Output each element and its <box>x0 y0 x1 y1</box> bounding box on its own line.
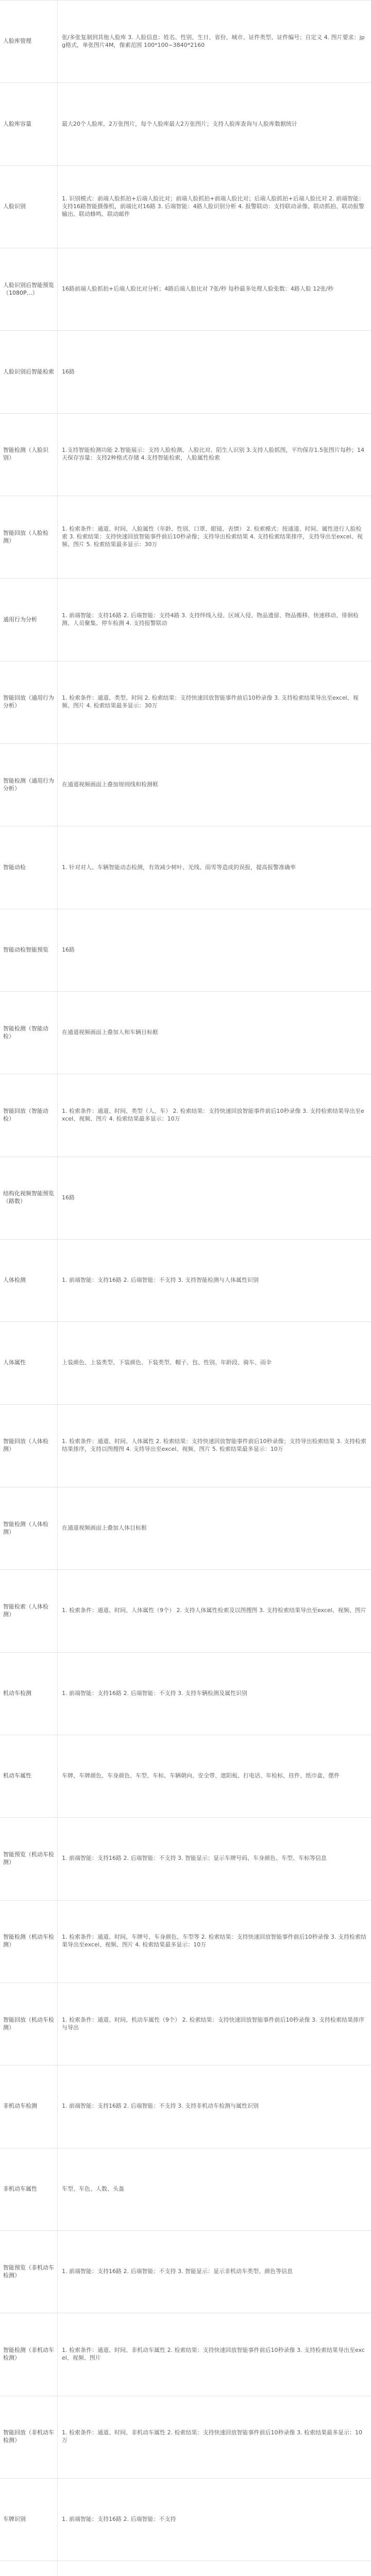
spec-value: 1. 检索条件：通道、时间、人体属性（9个） 2. 支持人体属性检索及以图搜图 3. 支持检索结果导出至excel、视频、图片 <box>62 1607 366 1614</box>
spec-label: 机动车检测 <box>0 1653 58 1735</box>
spec-row <box>0 1322 371 1404</box>
spec-row <box>0 83 371 165</box>
spec-row <box>0 2313 371 2396</box>
spec-value: 1. 前端智能：支持16路 2. 后端智能：不支持 3. 支持车辆检测及属性识别 <box>62 1689 247 1697</box>
spec-label <box>0 2561 58 2576</box>
spec-value: 16路前端人脸抓拍+后端人脸比对分析；4路后端人脸比对 7张/秒 每秒最多处理人脸张数：4路人脸 12张/秒 <box>62 285 334 293</box>
spec-label: 人脸库容量 <box>0 83 58 165</box>
spec-row <box>0 1487 371 1570</box>
spec-label: 通用行为分析 <box>0 579 58 660</box>
spec-row <box>0 1 371 83</box>
spec-row <box>0 662 371 744</box>
spec-label: 非机动车检测 <box>0 2065 58 2147</box>
spec-value: 16路 <box>62 1194 75 1201</box>
spec-value: 16路 <box>62 368 75 375</box>
spec-value: 上装颜色、上装类型、下装颜色、下装类型、帽子、包、性别、年龄段、骑车、雨伞 <box>62 1359 272 1366</box>
spec-row <box>0 166 371 248</box>
spec-row <box>0 414 371 496</box>
spec-row <box>0 992 371 1074</box>
spec-label: 车牌识别 <box>0 2479 58 2561</box>
spec-label: 人脸识别后智能检索 <box>0 331 58 413</box>
spec-row <box>0 1901 371 1983</box>
spec-value: 1. 检索条件：通道、时间、类型（人、车） 2. 检索结果：支持快速回放智能事件前后10秒录像 3. 支持检索结果导出至excel、视频、图片 4. 检索结果最多显示：10万 <box>62 1108 364 1122</box>
spec-label: 智能检索（人体检测） <box>0 1570 58 1652</box>
spec-row <box>0 1570 371 1652</box>
spec-label: 智能检测（机动车检测） <box>0 1901 58 1982</box>
spec-value: 1. 检索条件：通道、时间、非机动车属性 2. 检索结果：支持快速回放智能事件前后10秒录像 3. 检索结果最多显示：10万 <box>62 2429 362 2444</box>
spec-value <box>58 2561 371 2576</box>
spec-label: 智能回放（人脸检测） <box>0 496 58 578</box>
spec-value: 1. 前端智能：支持16路 2. 后端智能：不支持 3. 支持非机动车检测与属性识别 <box>62 2103 259 2110</box>
spec-label: 智能检测（人脸识别） <box>0 414 58 496</box>
spec-value: 16路 <box>62 946 75 953</box>
spec-label: 人体属性 <box>0 1322 58 1404</box>
spec-label: 人体检测 <box>0 1240 58 1321</box>
spec-label: 智能检测（人体检测） <box>0 1487 58 1569</box>
spec-label: 智能动检 <box>0 826 58 908</box>
spec-value: 1. 检索条件：通道、时间、车牌号、车身颜色、车型等 2. 检索结果：支持快速回放智能事件前后10秒录像 3. 支持检索结果导出至excel、视频、图片 4. 检索结果最多显示：10万 <box>62 1934 366 1948</box>
spec-row <box>0 2148 371 2231</box>
spec-value: 1.支持智能检测功能 2.智能展示：支持人脸检测、人脸比对、陌生人识别 3.支持人脸抓图，平均保存1.5张图片每秒；14天保存容量：支持2种格式存储 4.支持智能检索，人脸属性检索 <box>62 447 364 462</box>
spec-value: 1. 前端智能：支持16路 2. 后端智能：不支持 3. 智能显示：显示非机动车类型、颜色等信息 <box>62 2268 293 2275</box>
spec-label: 智能回放（通用行为分析） <box>0 662 58 743</box>
spec-value: 张/多张复制到其他人脸库 3. 人脸信息：姓名、性别、生日、省份、城市、证件类型、证件编号；自定义 4. 图片要求：jpg格式，单张图片4M，像素范围 100*100~3840*2160 <box>62 33 365 48</box>
spec-value: 1. 前端智能：支持16路 2. 后端智能：不支持 <box>62 2516 176 2523</box>
spec-row <box>0 744 371 826</box>
spec-row <box>0 1405 371 1487</box>
spec-value: 在通道视频画面上叠加人和车辆目标框 <box>62 1029 158 1036</box>
spec-label: 人脸识别后智能预览（1080P…） <box>0 248 58 330</box>
spec-label: 机动车属性 <box>0 1735 58 1817</box>
spec-value: 在通道视频画面上叠加规则线和检测框 <box>62 781 158 788</box>
spec-value: 1. 前端智能：支持16路 2. 后端智能：不支持 3. 支持智能检测与人体属性识别 <box>62 1277 259 1284</box>
spec-row <box>0 579 371 661</box>
spec-value: 车牌、车牌颜色、车身颜色、车型、车标、车辆朝向、安全带、遮阳板、打电话、年检标、挂件、纸巾盒、摆件 <box>62 1772 340 1780</box>
spec-value: 1. 识别模式：前端人脸抓拍+后端人脸比对；前端人脸抓拍+前端人脸比对；后端人脸抓拍+后端人脸比对 2. 前端智能：支持16路智能摄像机，前端比对16路 3. 后端智能：4路人脸识别分析 4. 报警联动：支持联动录像、联动抓拍、联动报警输出、联动蜂鸣、联动邮件 <box>62 195 365 217</box>
spec-row <box>0 1240 371 1322</box>
spec-row <box>0 2396 371 2479</box>
spec-row <box>0 2479 371 2561</box>
spec-row <box>0 1653 371 1735</box>
spec-value: 车型、车色、人数、头盔 <box>62 2185 124 2192</box>
spec-row <box>0 909 371 992</box>
spec-value: 1. 前端智能：支持16路 2. 后端智能：不支持 3. 智能显示：显示车牌号码、车身颜色、车型、车标等信息 <box>62 1855 327 1862</box>
spec-row <box>0 248 371 331</box>
spec-row <box>0 1983 371 2065</box>
spec-row <box>0 1818 371 1900</box>
spec-value: 1. 检索条件：通道、时间、非机动车属性 2. 检索结果：支持快速回放智能事件前后10秒录像 3. 支持检索结果导出至excel、视频、图片 <box>62 2347 365 2361</box>
spec-label: 人脸库管理 <box>0 1 58 82</box>
spec-value: 1. 前端智能：支持16路 2. 后端智能：支持4路 3. 支持绊线入侵、区域入侵、物品遗留、物品搬移、快速移动、徘徊检测、人员聚集、停车检测 4. 支持报警联动 <box>62 612 359 626</box>
spec-label: 智能预览（机动车检测） <box>0 1818 58 1900</box>
spec-label: 非机动车属性 <box>0 2148 58 2230</box>
spec-row <box>0 331 371 413</box>
spec-value: 1. 检索条件：通道、时间、人体属性 2. 检索结果：支持快速回放智能事件前后10秒录像；支持导出检索结果 3. 支持检索结果排序，支持以图搜图 4. 支持导出至excel、视频、图片 5. 检索结果最多显示：10万 <box>62 1438 366 1453</box>
spec-value: 1. 针对对人、车辆智能动态检测，有效减少树叶、光线、雨雪等造成的误报，提高报警准确率 <box>62 863 296 871</box>
spec-label: 智能预览（非机动车检测） <box>0 2231 58 2313</box>
spec-row <box>0 2231 371 2313</box>
spec-row <box>0 1735 371 1818</box>
spec-label: 智能回放（非机动车检测） <box>0 2396 58 2478</box>
spec-label: 结构化视频智能预览（路数） <box>0 1157 58 1239</box>
spec-label: 智能检测（通用行为分析） <box>0 744 58 826</box>
spec-row <box>0 2065 371 2148</box>
spec-value: 在通道视频画面上叠加人体目标框 <box>62 1524 147 1532</box>
spec-value: 1. 检索条件：通道、时间、人脸属性（年龄、性别、口罩、眼镜、表情） 2. 检索模式：按通道、时间、属性进行人脸检索 3. 检索结果：支持快速回放智能事件前后10秒录像；支持导出检索结果 4. 支持检索结果排序，支持导出至excel、视频、图片 5. 检索结果最多显示：30万 <box>62 526 363 548</box>
spec-label: 智能回放（机动车检测） <box>0 1983 58 2065</box>
spec-label: 智能回放（智能动检） <box>0 1074 58 1156</box>
spec-label: 智能检测（非机动车检测） <box>0 2313 58 2395</box>
spec-label: 人脸识别 <box>0 166 58 248</box>
spec-value: 最大20个人脸库，2万张图片，每个人脸库最大2万张图片；支持人脸库查询与人脸库数据统计 <box>62 120 297 127</box>
spec-row <box>0 1074 371 1157</box>
spec-row <box>0 1157 371 1240</box>
spec-row <box>0 826 371 909</box>
spec-row <box>0 496 371 579</box>
spec-value: 1. 检索条件：通道、时间、机动车属性（9个） 2. 检索结果：支持快速回放智能事件前后10秒录像 3. 支持检索结果排序与导出 <box>62 2016 364 2031</box>
spec-label: 智能检测（智能动检） <box>0 992 58 1074</box>
spec-label: 智能回放（人体检测） <box>0 1405 58 1487</box>
spec-label: 智能动检智能预览 <box>0 909 58 991</box>
spec-value: 1. 检索条件：通道、类型、时间 2. 检索结果：支持快速回放智能事件前后10秒录像 3. 支持检索结果导出至excel、视频、图片 4. 检索结果最多显示：30万 <box>62 694 359 709</box>
spec-row <box>0 2561 371 2576</box>
